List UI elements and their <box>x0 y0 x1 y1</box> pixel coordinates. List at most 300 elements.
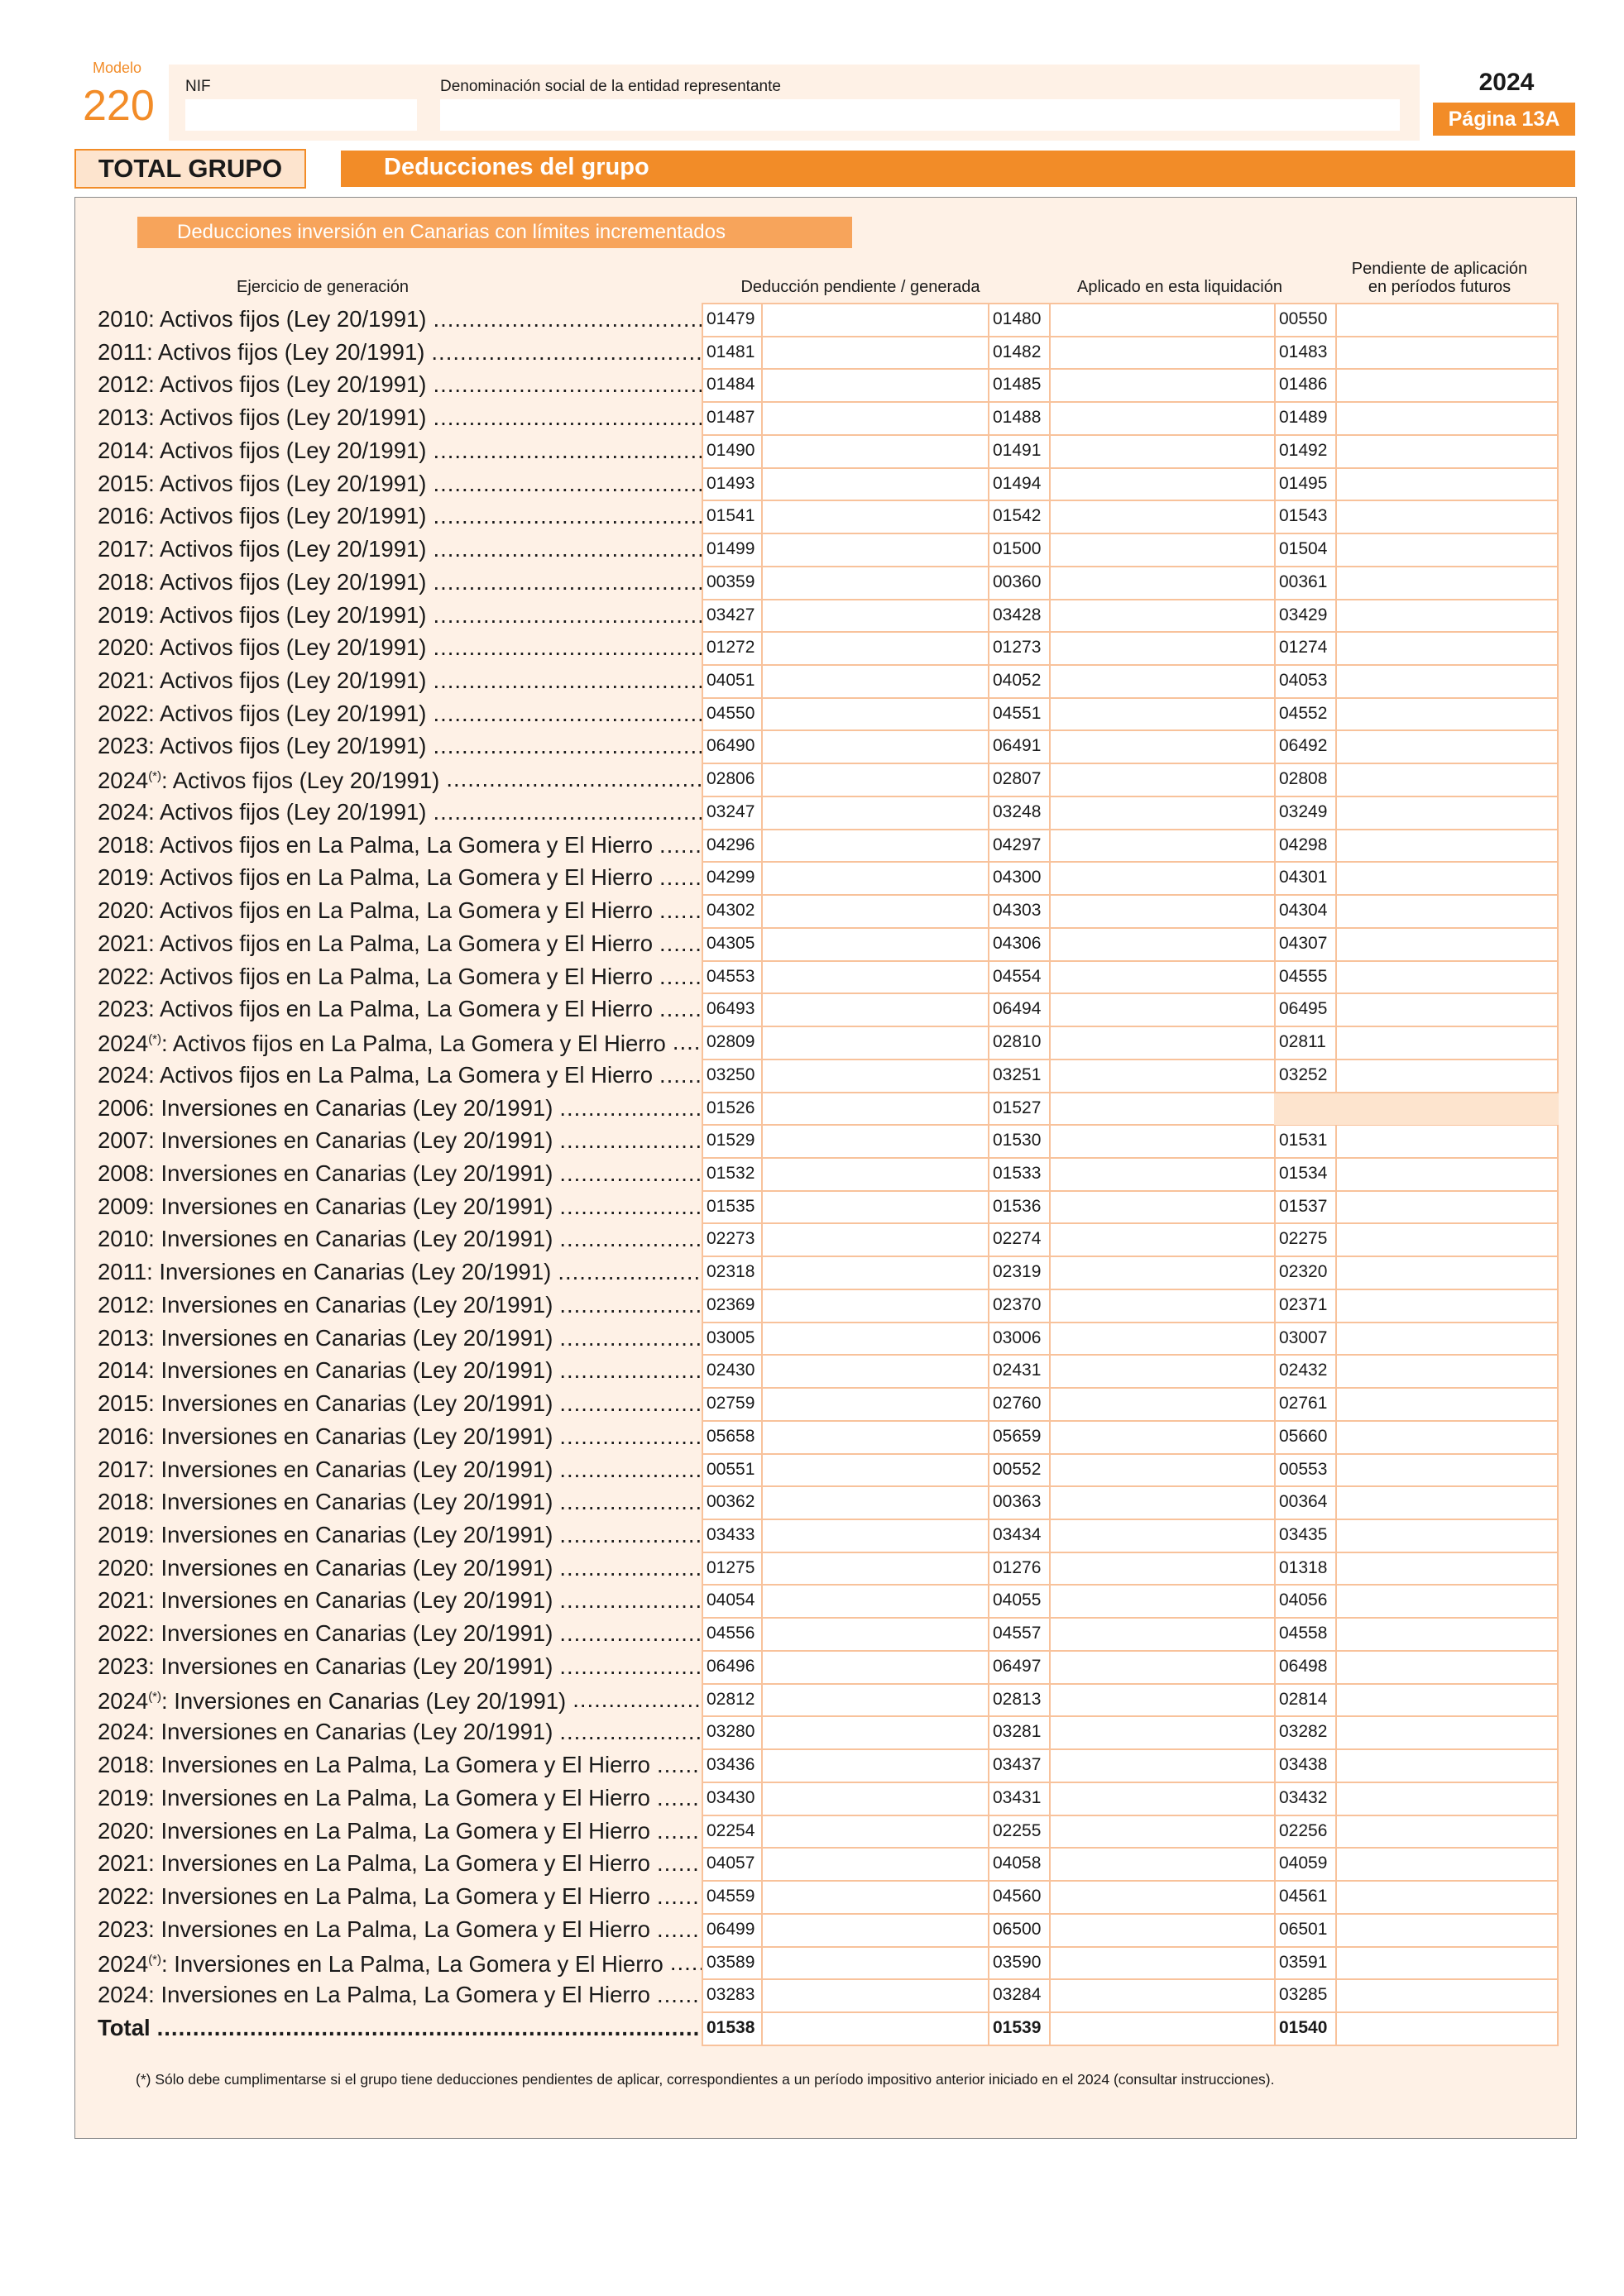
amount-field[interactable] <box>763 1849 986 1878</box>
amount-field[interactable] <box>1335 863 1559 892</box>
amount-field[interactable] <box>1335 1652 1559 1681</box>
row-label <box>98 894 702 927</box>
row-label-text <box>98 2011 151 2045</box>
amount-field[interactable] <box>763 1422 986 1452</box>
amount-field[interactable] <box>1049 1290 1272 1320</box>
box-code: 01530 <box>993 1131 1042 1150</box>
amount-field[interactable] <box>1335 764 1559 794</box>
amount-field[interactable] <box>1335 337 1559 367</box>
box-code: 02273 <box>707 1229 755 1248</box>
amount-field[interactable] <box>1335 1257 1559 1287</box>
amount-field[interactable] <box>763 863 986 892</box>
amount-field[interactable] <box>1335 1586 1559 1615</box>
leader-dots <box>426 697 702 730</box>
amount-field[interactable] <box>1335 1816 1559 1846</box>
box-code: 01479 <box>707 309 755 328</box>
row-label-text <box>98 500 426 533</box>
box-code: 04305 <box>707 934 755 953</box>
amount-field[interactable] <box>763 1027 986 1057</box>
row-label-year: 2018: Inversiones en Canarias (Ley 20/1991) <box>98 1489 553 1514</box>
row-label-text <box>98 697 426 730</box>
amount-field[interactable] <box>1049 1027 1272 1057</box>
amount-field[interactable] <box>763 337 986 367</box>
box-code: 01542 <box>993 506 1042 525</box>
box-code: 04561 <box>1279 1887 1328 1906</box>
amount-field[interactable] <box>1335 830 1559 860</box>
leader-dots <box>566 1683 702 1716</box>
row-label-year: 2012: Activos fijos (Ley 20/1991) <box>98 371 427 397</box>
amount-field[interactable] <box>1049 994 1272 1024</box>
column-header-pendiente-line2: en períodos futuros <box>1368 278 1511 296</box>
row-label-text <box>98 1946 663 1979</box>
amount-field[interactable] <box>1335 1422 1559 1452</box>
amount-field[interactable] <box>1049 1323 1272 1353</box>
row-label <box>98 1453 702 1486</box>
amount-field[interactable] <box>1049 1356 1272 1385</box>
amount-field[interactable] <box>763 1159 986 1189</box>
row-label-year: 2012: Inversiones en Canarias (Ley 20/1991) <box>98 1292 553 1318</box>
amount-field[interactable] <box>1049 1619 1272 1648</box>
row-label <box>98 303 702 336</box>
box-code: 02371 <box>1279 1295 1328 1314</box>
box-code: 01504 <box>1279 539 1328 558</box>
leader-dots <box>553 1289 702 1322</box>
amount-field[interactable] <box>1335 1487 1559 1517</box>
grid-divider <box>1274 303 1276 2045</box>
amount-field[interactable] <box>1049 1750 1272 1780</box>
row-label-text <box>98 1552 553 1585</box>
amount-field[interactable] <box>1049 1224 1272 1254</box>
row-label <box>98 1222 702 1256</box>
amount-field[interactable] <box>763 764 986 794</box>
leader-dots <box>426 500 702 533</box>
amount-field[interactable] <box>763 1389 986 1418</box>
row-label-rest: : Inversiones en Canarias (Ley 20/1991) <box>161 1688 567 1715</box>
amount-field[interactable] <box>1335 436 1559 466</box>
amount-field[interactable] <box>763 1783 986 1813</box>
row-label-text <box>98 1782 650 1815</box>
amount-field[interactable] <box>1049 1849 1272 1878</box>
amount-field[interactable] <box>763 1586 986 1615</box>
amount-field[interactable] <box>763 370 986 399</box>
amount-field[interactable] <box>1049 1159 1272 1189</box>
amount-field[interactable] <box>1049 600 1272 630</box>
amount-field[interactable] <box>1335 1290 1559 1320</box>
row-label-year: 2023: Activos fijos en La Palma, La Gomera y El Hierro <box>98 996 654 1021</box>
box-code: 06494 <box>993 999 1042 1018</box>
amount-field[interactable] <box>1335 1980 1559 2010</box>
amount-field[interactable] <box>763 534 986 564</box>
amount-field[interactable] <box>763 896 986 926</box>
amount-field[interactable] <box>1049 731 1272 761</box>
amount-field[interactable] <box>1335 797 1559 827</box>
leader-dots <box>650 1847 702 1880</box>
amount-field[interactable] <box>1049 534 1272 564</box>
amount-field[interactable] <box>1335 1520 1559 1550</box>
row-label-year: 2021: Inversiones en La Palma, La Gomera y El Hierro <box>98 1850 650 1876</box>
amount-field[interactable] <box>1049 797 1272 827</box>
row-label-text <box>98 1222 553 1256</box>
box-code: 01540 <box>1279 2018 1328 2037</box>
box-code: 01526 <box>707 1098 755 1117</box>
row-label-year: 2024 <box>98 768 149 794</box>
amount-field[interactable] <box>763 666 986 696</box>
leader-dots <box>653 861 702 894</box>
amount-field[interactable] <box>1049 929 1272 959</box>
amount-field[interactable] <box>1049 436 1272 466</box>
box-code: 04059 <box>1279 1854 1328 1873</box>
amount-field[interactable] <box>763 1652 986 1681</box>
row-label-text <box>98 960 653 993</box>
box-code: 01537 <box>1279 1197 1328 1216</box>
row-label <box>98 1978 702 2011</box>
leader-dots <box>426 401 702 434</box>
leader-dots <box>426 303 702 336</box>
amount-field[interactable] <box>1049 567 1272 597</box>
box-code: 01488 <box>993 408 1042 427</box>
grid-divider <box>702 303 703 2045</box>
box-code: 01500 <box>993 539 1042 558</box>
box-code: 06497 <box>993 1657 1042 1676</box>
amount-field[interactable] <box>1049 1257 1272 1287</box>
row-label <box>98 1913 702 1946</box>
box-code: 04553 <box>707 967 755 986</box>
amount-field[interactable] <box>1049 830 1272 860</box>
amount-field[interactable] <box>763 1224 986 1254</box>
row-label-text <box>98 336 424 369</box>
amount-field[interactable] <box>1335 1389 1559 1418</box>
amount-field[interactable] <box>1049 1060 1272 1090</box>
amount-field[interactable] <box>763 1487 986 1517</box>
amount-field[interactable] <box>1335 1685 1559 1715</box>
row-label-text <box>98 1748 650 1782</box>
box-code: 02274 <box>993 1229 1042 1248</box>
box-code: 00359 <box>707 572 755 591</box>
amount-field[interactable] <box>1335 1159 1559 1189</box>
row-label <box>98 1059 702 1092</box>
amount-field[interactable] <box>1335 929 1559 959</box>
amount-field[interactable] <box>763 2013 986 2043</box>
box-code: 04054 <box>707 1590 755 1610</box>
amount-field[interactable] <box>1335 1126 1559 1155</box>
row-label-year: 2010: Activos fijos (Ley 20/1991) <box>98 306 427 332</box>
amount-field[interactable] <box>763 469 986 499</box>
amount-field[interactable] <box>763 1455 986 1485</box>
leader-dots <box>553 1190 702 1223</box>
amount-field[interactable] <box>763 1520 986 1550</box>
amount-field[interactable] <box>763 962 986 992</box>
row-label <box>98 993 702 1026</box>
amount-field[interactable] <box>1049 1093 1272 1123</box>
box-code: 00553 <box>1279 1460 1328 1479</box>
amount-field[interactable] <box>1335 1027 1559 1057</box>
leader-dots <box>553 1387 702 1420</box>
amount-field[interactable] <box>1049 699 1272 729</box>
row-label <box>98 1190 702 1223</box>
row-label-year: 2015: Activos fijos (Ley 20/1991) <box>98 471 427 496</box>
box-code: 05658 <box>707 1427 755 1446</box>
amount-field[interactable] <box>1335 1060 1559 1090</box>
box-code: 03249 <box>1279 802 1328 821</box>
row-label-text <box>98 1584 553 1617</box>
amount-field[interactable] <box>1335 403 1559 433</box>
amount-field[interactable] <box>763 403 986 433</box>
amount-field[interactable] <box>1049 1126 1272 1155</box>
amount-field[interactable] <box>1335 633 1559 662</box>
amount-field[interactable] <box>763 567 986 597</box>
box-code: 01487 <box>707 408 755 427</box>
amount-field[interactable] <box>1335 1783 1559 1813</box>
row-label <box>98 1815 702 1848</box>
amount-field[interactable] <box>763 501 986 531</box>
row-label-text <box>98 1387 553 1420</box>
amount-field[interactable] <box>763 1323 986 1353</box>
box-code: 01539 <box>993 2018 1042 2037</box>
amount-field[interactable] <box>763 304 986 334</box>
amount-field[interactable] <box>763 929 986 959</box>
amount-field[interactable] <box>763 1619 986 1648</box>
amount-field[interactable] <box>1049 863 1272 892</box>
amount-field[interactable] <box>1049 1422 1272 1452</box>
row-label-year: 2023: Activos fijos (Ley 20/1991) <box>98 733 427 758</box>
amount-field[interactable] <box>1049 1685 1272 1715</box>
amount-field[interactable] <box>763 1980 986 2010</box>
leader-dots <box>553 1617 702 1650</box>
amount-field[interactable] <box>1049 304 1272 334</box>
box-code: 00551 <box>707 1460 755 1479</box>
amount-field[interactable] <box>1049 666 1272 696</box>
amount-field[interactable] <box>763 1882 986 1911</box>
amount-field[interactable] <box>1049 896 1272 926</box>
amount-field[interactable] <box>1335 501 1559 531</box>
row-label-text <box>98 566 426 599</box>
amount-field[interactable] <box>1335 304 1559 334</box>
amount-field[interactable] <box>1335 699 1559 729</box>
amount-field[interactable] <box>1049 1487 1272 1517</box>
box-code: 03251 <box>993 1065 1042 1084</box>
box-code: 03428 <box>993 605 1042 624</box>
row-label-year: 2020: Activos fijos en La Palma, La Gomera y El Hierro <box>98 897 654 923</box>
amount-field[interactable] <box>1049 469 1272 499</box>
amount-field[interactable] <box>763 1915 986 1944</box>
box-code: 01535 <box>707 1197 755 1216</box>
box-code: 01485 <box>993 375 1042 394</box>
box-code: 01273 <box>993 638 1042 657</box>
box-code: 03589 <box>707 1953 755 1972</box>
amount-field[interactable] <box>1335 1224 1559 1254</box>
amount-field[interactable] <box>1049 2013 1272 2043</box>
amount-field[interactable] <box>1049 1980 1272 2010</box>
row-label <box>98 1256 702 1289</box>
amount-field[interactable] <box>763 1553 986 1583</box>
row-label-year: 2024 <box>98 1951 149 1978</box>
row-label-year: 2013: Inversiones en Canarias (Ley 20/1991) <box>98 1325 553 1351</box>
amount-field[interactable] <box>763 699 986 729</box>
amount-field[interactable] <box>763 797 986 827</box>
amount-field[interactable] <box>763 436 986 466</box>
box-code: 04052 <box>993 671 1042 690</box>
amount-field[interactable] <box>1049 962 1272 992</box>
box-code: 03281 <box>993 1722 1042 1741</box>
row-label-text <box>98 1913 650 1946</box>
row-label-text <box>98 1059 653 1092</box>
box-code: 04299 <box>707 868 755 887</box>
year-badge: 2024 <box>1436 69 1577 96</box>
amount-field[interactable] <box>1049 1455 1272 1485</box>
row-label-year: 2018: Activos fijos (Ley 20/1991) <box>98 569 427 595</box>
amount-field[interactable] <box>1335 469 1559 499</box>
box-code: 03434 <box>993 1525 1042 1544</box>
row-label-text <box>98 467 426 500</box>
amount-field[interactable] <box>1049 1915 1272 1944</box>
amount-field[interactable] <box>1049 501 1272 531</box>
amount-field[interactable] <box>1049 764 1272 794</box>
amount-field[interactable] <box>763 1685 986 1715</box>
nif-input[interactable] <box>185 99 417 131</box>
amount-field[interactable] <box>763 1290 986 1320</box>
leader-dots <box>650 1782 702 1815</box>
box-code: 01484 <box>707 375 755 394</box>
amount-field[interactable] <box>1335 731 1559 761</box>
box-code: 03436 <box>707 1755 755 1774</box>
box-code: 02320 <box>1279 1262 1328 1281</box>
amount-field[interactable] <box>1335 994 1559 1024</box>
row-label-year: 2017: Inversiones en Canarias (Ley 20/1991) <box>98 1457 553 1482</box>
denominacion-input[interactable] <box>440 99 1400 131</box>
row-label-year: 2022: Inversiones en La Palma, La Gomera y El Hierro <box>98 1883 650 1909</box>
row-label-year: 2021: Activos fijos (Ley 20/1991) <box>98 667 427 693</box>
row-label <box>98 1092 702 1125</box>
footnote-marker: (*) <box>148 1032 162 1047</box>
row-label <box>98 467 702 500</box>
footnote-marker: (*) <box>148 1953 162 1968</box>
amount-field[interactable] <box>1335 1553 1559 1583</box>
amount-field[interactable] <box>1335 1915 1559 1944</box>
amount-field[interactable] <box>763 1093 986 1123</box>
amount-field[interactable] <box>763 1126 986 1155</box>
grid-rule <box>702 2045 1559 2046</box>
box-code: 04304 <box>1279 901 1328 920</box>
amount-field[interactable] <box>1335 534 1559 564</box>
box-code: 03437 <box>993 1755 1042 1774</box>
amount-field[interactable] <box>1049 1717 1272 1747</box>
row-label-year: 2020: Inversiones en La Palma, La Gomera y El Hierro <box>98 1818 650 1844</box>
box-code: 02814 <box>1279 1690 1328 1709</box>
amount-field[interactable] <box>1049 1389 1272 1418</box>
amount-field[interactable] <box>763 600 986 630</box>
row-label <box>98 1420 702 1453</box>
box-code: 06499 <box>707 1920 755 1939</box>
amount-field[interactable] <box>1335 1323 1559 1353</box>
amount-field[interactable] <box>1335 370 1559 399</box>
box-code: 03435 <box>1279 1525 1328 1544</box>
amount-field[interactable] <box>763 1948 986 1978</box>
box-code: 04297 <box>993 835 1042 854</box>
amount-field[interactable] <box>1335 896 1559 926</box>
box-code: 03005 <box>707 1328 755 1347</box>
box-code: 02759 <box>707 1394 755 1413</box>
amount-field[interactable] <box>1335 1356 1559 1385</box>
amount-field[interactable] <box>1335 1455 1559 1485</box>
row-label-text <box>98 1519 553 1552</box>
amount-field[interactable] <box>1049 1816 1272 1846</box>
amount-field[interactable] <box>763 1816 986 1846</box>
amount-field[interactable] <box>1335 2013 1559 2043</box>
row-label <box>98 960 702 993</box>
amount-field[interactable] <box>763 994 986 1024</box>
row-label-text <box>98 763 439 796</box>
amount-field[interactable] <box>1335 567 1559 597</box>
amount-field[interactable] <box>1049 1783 1272 1813</box>
amount-field[interactable] <box>763 633 986 662</box>
box-code: 01486 <box>1279 375 1328 394</box>
row-label-text <box>98 533 426 566</box>
amount-field[interactable] <box>763 1356 986 1385</box>
amount-field[interactable] <box>1335 600 1559 630</box>
row-label-year: 2019: Activos fijos (Ley 20/1991) <box>98 602 427 628</box>
amount-field[interactable] <box>1049 403 1272 433</box>
box-code: 03247 <box>707 802 755 821</box>
box-code: 03248 <box>993 802 1042 821</box>
amount-field[interactable] <box>763 731 986 761</box>
box-code: 01499 <box>707 539 755 558</box>
box-code: 01493 <box>707 474 755 493</box>
amount-field[interactable] <box>1335 1948 1559 1978</box>
amount-field[interactable] <box>1335 1619 1559 1648</box>
row-label-year: 2021: Activos fijos en La Palma, La Gomera y El Hierro <box>98 930 654 956</box>
box-code: 04058 <box>993 1854 1042 1873</box>
amount-field[interactable] <box>1049 1553 1272 1583</box>
amount-field[interactable] <box>1049 370 1272 399</box>
leader-dots <box>553 1715 702 1748</box>
amount-field[interactable] <box>1335 1849 1559 1878</box>
amount-field[interactable] <box>1049 633 1272 662</box>
amount-field[interactable] <box>1335 666 1559 696</box>
denominacion-label: Denominación social de la entidad representante <box>440 78 781 95</box>
row-label-year: 2024 <box>98 1688 149 1715</box>
row-label-year: 2019: Activos fijos en La Palma, La Gomera y El Hierro <box>98 864 654 890</box>
amount-field[interactable] <box>1335 1750 1559 1780</box>
row-label-text <box>98 1650 553 1683</box>
amount-field[interactable] <box>1049 1520 1272 1550</box>
amount-field[interactable] <box>1335 1192 1559 1222</box>
amount-field[interactable] <box>763 830 986 860</box>
amount-field[interactable] <box>763 1750 986 1780</box>
amount-field[interactable] <box>1335 962 1559 992</box>
amount-field[interactable] <box>1049 1948 1272 1978</box>
row-label-year: 2022: Inversiones en Canarias (Ley 20/1991) <box>98 1620 553 1646</box>
amount-field[interactable] <box>1335 1717 1559 1747</box>
amount-field[interactable] <box>763 1060 986 1090</box>
amount-field[interactable] <box>763 1257 986 1287</box>
amount-field[interactable] <box>763 1192 986 1222</box>
row-label-text <box>98 1289 553 1322</box>
amount-field[interactable] <box>1049 1586 1272 1615</box>
box-code: 01480 <box>993 309 1042 328</box>
amount-field[interactable] <box>1049 1882 1272 1911</box>
leader-dots <box>553 1584 702 1617</box>
amount-field[interactable] <box>1049 1192 1272 1222</box>
row-label-year: 2016: Inversiones en Canarias (Ley 20/1991) <box>98 1423 553 1449</box>
leader-dots <box>424 336 702 369</box>
amount-field[interactable] <box>763 1717 986 1747</box>
amount-field[interactable] <box>1049 1652 1272 1681</box>
amount-field[interactable] <box>1335 1882 1559 1911</box>
amount-field[interactable] <box>1049 337 1272 367</box>
row-label-text <box>98 1485 553 1519</box>
leader-dots <box>426 664 702 697</box>
row-label <box>98 1026 702 1059</box>
